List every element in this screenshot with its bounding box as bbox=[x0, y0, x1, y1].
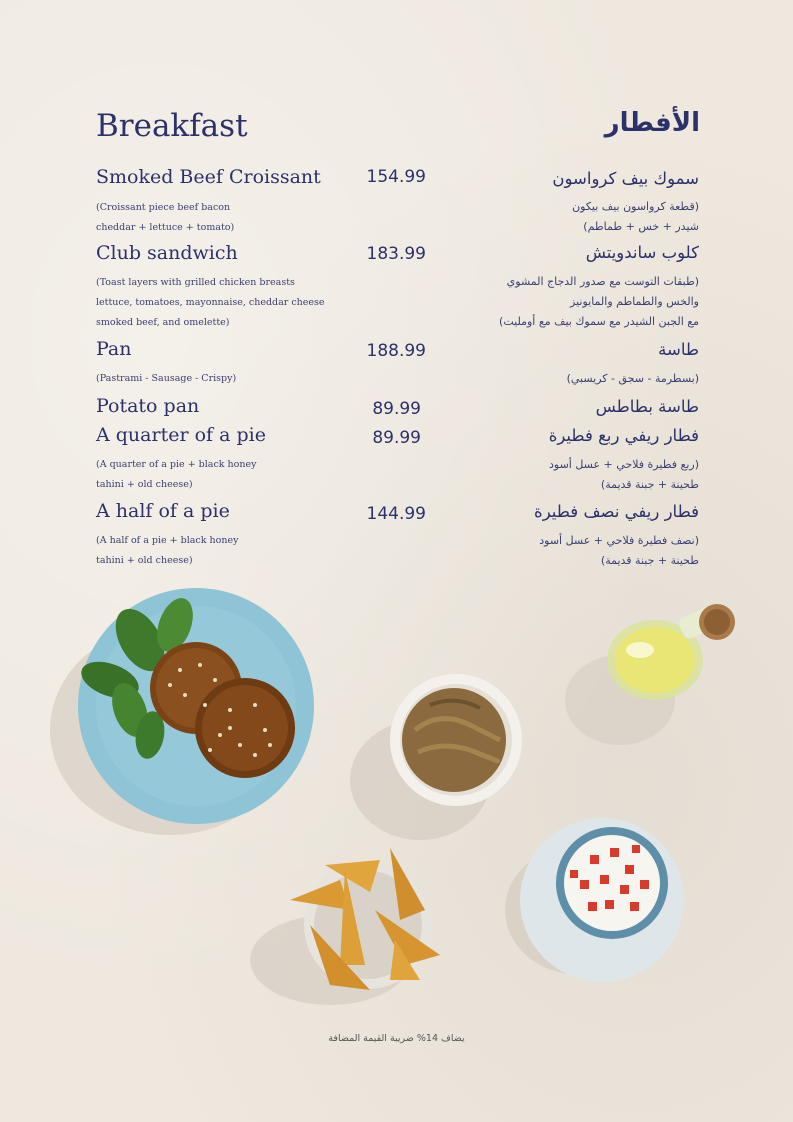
item-name-ar: طاسة bbox=[658, 340, 699, 359]
item-price: 89.99 bbox=[372, 399, 421, 419]
tahini-bowl bbox=[390, 674, 522, 806]
section-title-ar: الأفطار bbox=[604, 108, 700, 138]
item-name-en: Club sandwich bbox=[96, 242, 238, 264]
item-name-en: A quarter of a pie bbox=[96, 424, 266, 446]
item-price: 154.99 bbox=[366, 167, 426, 187]
item-description-en: (A half of a pie + black honey tahini + old cheese) bbox=[96, 535, 239, 566]
item-description-ar: (بسطرمة - سجق - كريسبي) bbox=[566, 372, 699, 385]
vat-note: يضاف 14% ضريبة القيمة المضافة bbox=[328, 1033, 465, 1044]
item-name-ar: فطار ريفي نصف فطيرة bbox=[534, 502, 699, 521]
item-price: 144.99 bbox=[366, 504, 426, 524]
item-price: 89.99 bbox=[372, 428, 421, 448]
item-description-ar: (نصف فطيرة فلاحي + عسل أسود طحينة + جبنة قديمة) bbox=[539, 534, 699, 567]
yogurt-plate bbox=[520, 818, 684, 982]
item-description-ar: (طبقات التوست مع صدور الدجاج المشوي والخس والطماطم والمايونيز مع الجبن الشيدر مع سموك بيف مع أومليت) bbox=[499, 275, 699, 328]
item-name-ar: طاسة بطاطس bbox=[595, 397, 699, 416]
item-name-ar: كلوب ساندويتش bbox=[585, 243, 699, 262]
item-description-ar: (ربع فطيرة فلاحي + عسل أسود طحينة + جبنة قديمة) bbox=[548, 458, 699, 491]
oil-bottle bbox=[607, 604, 735, 700]
item-description-ar: (قطعة كرواسون بيف بيكون شيدر + خس + طماطم) bbox=[572, 200, 699, 233]
item-description-en: (A quarter of a pie + black honey tahini + old cheese) bbox=[96, 459, 257, 490]
item-description-en: (Croissant piece beef bacon cheddar + lettuce + tomato) bbox=[96, 202, 235, 233]
item-name-ar: سموك بيف كرواسون bbox=[552, 169, 699, 188]
falafel-plate bbox=[76, 588, 314, 824]
item-description-en: (Pastrami - Sausage - Crispy) bbox=[96, 373, 237, 384]
section-title-en: Breakfast bbox=[96, 108, 248, 144]
item-name-en: A half of a pie bbox=[96, 500, 230, 522]
item-name-ar: فطار ريفي ربع فطيرة bbox=[548, 426, 699, 445]
item-price: 183.99 bbox=[366, 244, 426, 264]
item-name-en: Smoked Beef Croissant bbox=[96, 166, 321, 188]
food-illustration bbox=[0, 580, 793, 1020]
item-name-en: Potato pan bbox=[96, 395, 200, 417]
item-name-en: Pan bbox=[96, 338, 132, 360]
item-price: 188.99 bbox=[366, 341, 426, 361]
item-description-en: (Toast layers with grilled chicken breasts lettuce, tomatoes, mayonnaise, cheddar cheese smoked beef, and omelette) bbox=[96, 277, 325, 328]
